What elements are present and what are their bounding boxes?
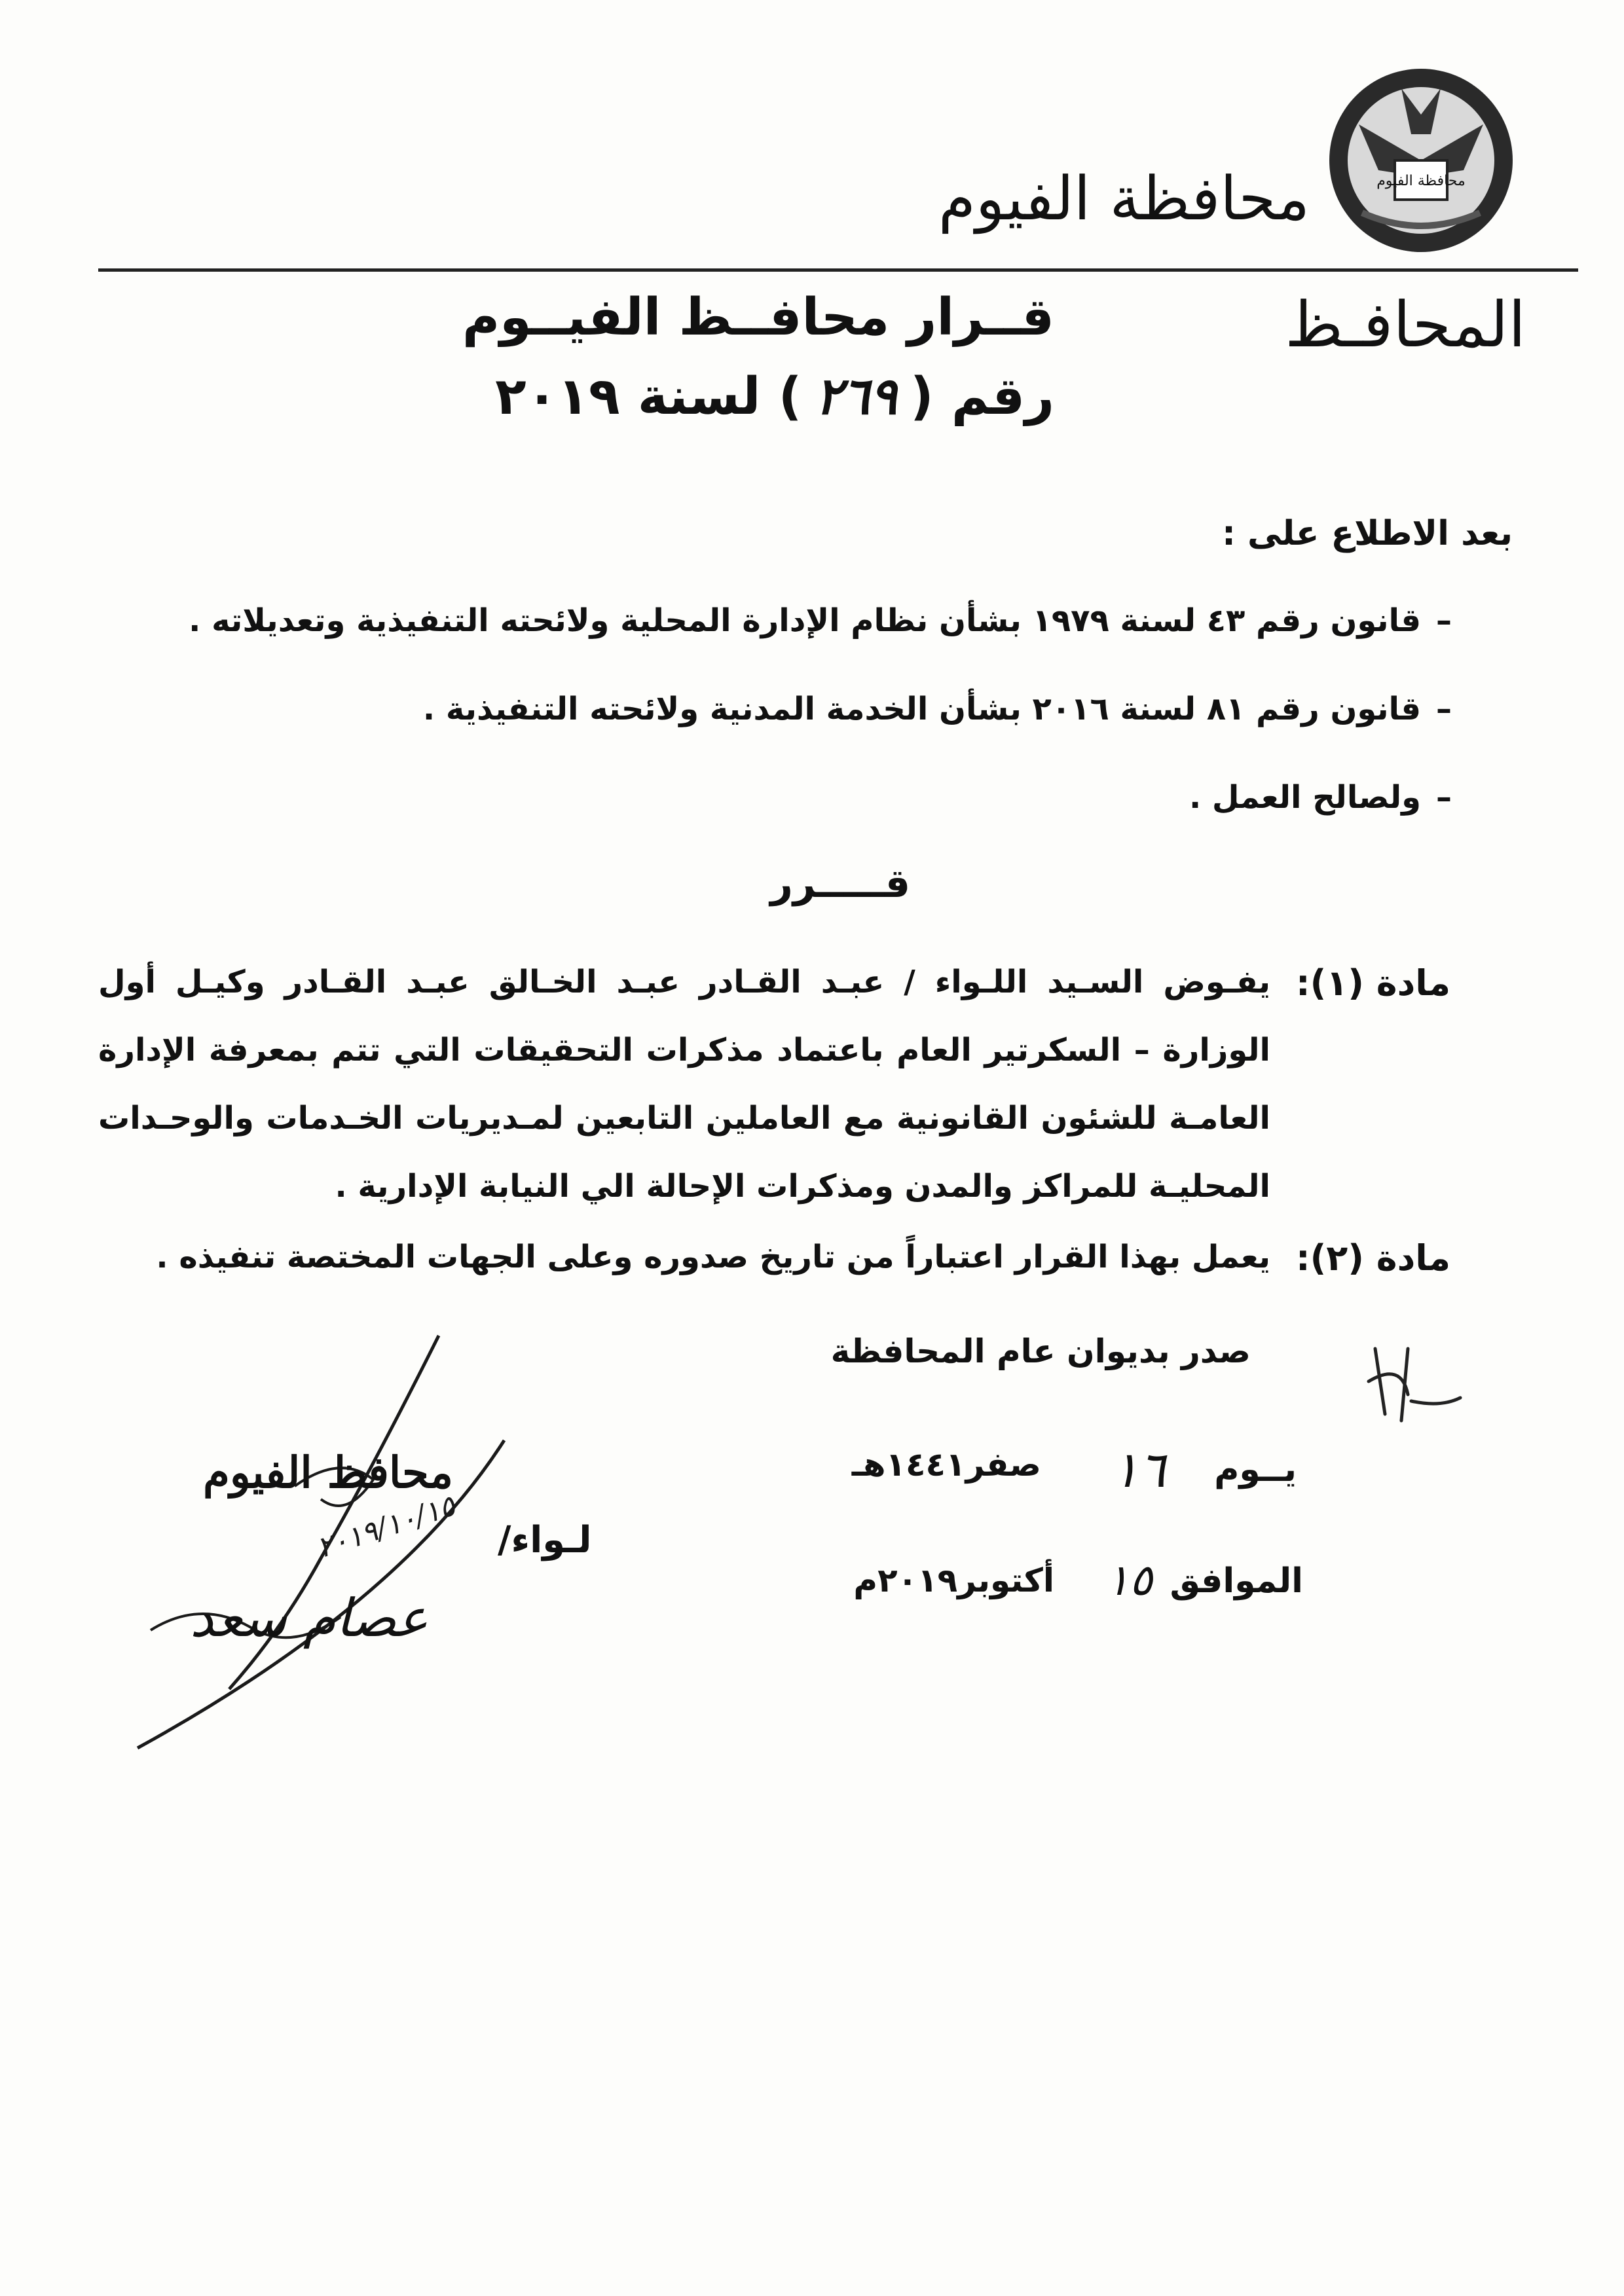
- governorate-name: محافظة الفيوم: [938, 164, 1310, 234]
- decree-title: قــرار محافــظ الفيــوم: [462, 288, 1054, 347]
- gregorian-label: الموافق: [1170, 1561, 1303, 1601]
- decree-number-prefix: رقم (: [910, 367, 1054, 426]
- hijri-month-year: صفر١٤٤١هـ: [851, 1446, 1041, 1484]
- article-2-label: مادة (٢):: [1295, 1237, 1450, 1279]
- article-1-label: مادة (١):: [1295, 962, 1450, 1004]
- gregorian-month-year: أكتوبر٢٠١٩م: [853, 1561, 1054, 1599]
- clause-dash: –: [1436, 602, 1452, 639]
- gregorian-day-value: ١٥: [1106, 1555, 1153, 1605]
- handwritten-date: ٢٠١٩/١٠/١٥: [312, 1489, 460, 1565]
- article-1-text: يفـوض السـيد اللـواء / عبـد القـادر عبـد الخـالق عبـد القـادر وكيـل أول الوزارة – السكرتير العام باعتماد مذكرات التحقيقات التي تتم بمعرفة الإدارة العامـة للشئون القانونية مع العاملين التابعين لمـديريات الخـدمات والوحـدات المحليـة للمراكز والمدن ومذكرات الإحالة الي النيابة الإدارية .: [98, 964, 1270, 1205]
- article-2-text: يعمل بهذا القرار اعتباراً من تاريخ صدوره وعلى الجهات المختصة تنفيذه .: [156, 1239, 1270, 1275]
- hijri-day-label: يــوم: [1214, 1450, 1297, 1489]
- decides-heading: قـــــرر: [770, 861, 910, 907]
- preamble-clause: [1189, 779, 1467, 816]
- governor-label: المحافـظ: [1285, 288, 1526, 361]
- decree-number-suffix: ) لسنة ٢٠١٩: [495, 367, 802, 426]
- seal-text: محافظة الفيوم: [1376, 173, 1466, 189]
- preamble-intro: بعد الاطلاع على :: [1222, 514, 1513, 553]
- header-divider: [98, 268, 1578, 272]
- hijri-day-value: ١٦: [1112, 1440, 1166, 1499]
- signer-title: محافظ الفيوم: [203, 1447, 453, 1498]
- clause-text: قانون رقم ٤٣ لسنة ١٩٧٩ بشأن نظام الإدارة المحلية ولائحته التنفيذية وتعديلاته .: [189, 602, 1421, 639]
- decree-number: [495, 367, 1054, 426]
- preamble-clause: [423, 691, 1467, 727]
- signer-name: عصام سعد: [190, 1588, 429, 1649]
- preamble-clause: [189, 602, 1467, 639]
- clause-dash: –: [1436, 779, 1452, 816]
- eagle-seal-icon: [1323, 62, 1519, 259]
- issued-at-line: صدر بديوان عام المحافظة: [830, 1332, 1251, 1370]
- decree-number-value: ٢٦٩: [815, 367, 898, 426]
- initials-mark: [1362, 1336, 1467, 1427]
- clause-text: قانون رقم ٨١ لسنة ٢٠١٦ بشأن الخدمة المدنية ولائحته التنفيذية .: [422, 691, 1421, 727]
- clause-dash: –: [1436, 691, 1452, 727]
- signer-rank: لـواء/: [498, 1519, 592, 1561]
- clause-text: ولصالح العمل .: [1189, 779, 1421, 816]
